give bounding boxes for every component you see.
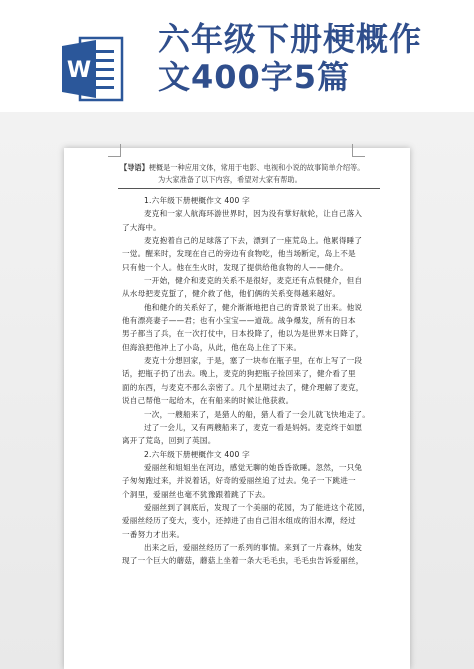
text-line: 但海浪把他冲上了小岛，从此，他在岛上住了下来。 — [122, 342, 302, 352]
text-line: 麦克抱着自己的足球落了下去，漂到了一座荒岛上。他累得睡了 — [144, 236, 363, 246]
text-line: 现了一个巨大的蘑菇，蘑菇上坐着一条大毛毛虫，毛毛虫告诉爱丽丝， — [122, 556, 364, 566]
text-line: 爱丽丝到了洞底后，发现了一个美丽的花园，为了能进这个花园， — [144, 502, 371, 512]
svg-text:W: W — [66, 58, 92, 83]
margin-corner-mark — [108, 144, 121, 157]
document-header — [0, 0, 474, 112]
text-line: 从水母把麦克蜇了，健介救了他，他们俩的关系变得越来越好。 — [122, 289, 341, 299]
text-line: 个洞里，爱丽丝也毫不犹豫跟着跳了下去。 — [122, 489, 271, 499]
text-line: 他有漂亮妻子——君；也有小宝宝——道哉。战争爆发，所有的日本 — [122, 316, 356, 326]
text-line: 了大海中。 — [122, 222, 161, 232]
text-line: 说自己帮他一起给木，在有船来的时候让他获救。 — [122, 396, 294, 406]
document-title — [158, 20, 422, 96]
guide-intro — [120, 162, 380, 186]
text-line: 一开始，健介和麦克的关系不是很好，麦克还有点恨健介，但自 — [144, 276, 363, 286]
text-line: 过了一会儿，又有两艘船来了，麦克一看是妈妈。麦克终于如愿 — [144, 422, 363, 432]
text-line: 一次，一艘船来了，是猎人的船，猎人看了一会儿就飞快地走了。 — [144, 409, 371, 419]
guide-text-2: 为大家准备了以下内容，希望对大家有帮助。 — [158, 175, 302, 184]
essay-body — [122, 194, 380, 568]
margin-corner-mark — [352, 144, 365, 157]
text-line: 爱丽丝经历了变大，变小，还掉进了由自己泪水组成的泪水潭，经过 — [122, 516, 356, 526]
title-line-2: 文400字5篇 — [158, 58, 351, 96]
essay-heading: 1.六年级下册梗概作文 400 字 — [144, 196, 250, 205]
essay-heading: 2.六年级下册梗概作文 400 字 — [144, 449, 250, 459]
guide-tag: 【导语】 — [120, 163, 149, 172]
text-line: 面的东西，与麦克不那么亲密了。几个星期过去了，健介理解了麦克， — [122, 382, 364, 392]
text-line: 麦克十分想回家，于是，塞了一块布在瓶子里，在布上写了一段 — [144, 356, 363, 366]
text-line: 离开了荒岛，回到了英国。 — [122, 436, 216, 446]
text-line: 他和健介的关系好了，健介渐渐地把自己的背景说了出来。他说 — [144, 302, 363, 312]
text-line: 出来之后，爱丽丝经历了一系列的事情。来到了一片森林，她发 — [144, 542, 363, 552]
text-line: 一觉。醒来时，发现在自己的旁边有食物吃，他当场断定，岛上不是 — [122, 249, 356, 259]
text-line: 爱丽丝和姐姐坐在河边，感觉无聊的她昏昏欲睡。忽然，一只兔 — [144, 462, 363, 472]
text-line: 一番努力才出来。 — [122, 529, 185, 539]
word-document-icon — [62, 34, 126, 104]
text-line: 子匆匆跑过来，并说着话，好奇的爱丽丝追了过去。兔子一下跳进一 — [122, 476, 356, 486]
text-line: 只有他一个人。他在生火时，发现了提供给他食物的人——健介。 — [122, 262, 349, 272]
guide-divider — [118, 188, 380, 189]
title-line-1: 六年级下册梗概作 — [158, 20, 423, 58]
text-line: 男子都当了兵，在一次打仗中，日本投降了，他以为是世界末日降了， — [122, 329, 364, 339]
text-line: 话，把瓶子扔了出去。晚上，麦克的狗把瓶子捡回来了，健介看了里 — [122, 369, 356, 379]
text-line: 麦克和一家人航海环游世界时，因为没有掌好航轮，让自己落入 — [144, 209, 363, 219]
guide-text-1: 梗概是一种应用文体，常用于电影、电视和小说的故事简单介绍等。 — [148, 163, 365, 172]
